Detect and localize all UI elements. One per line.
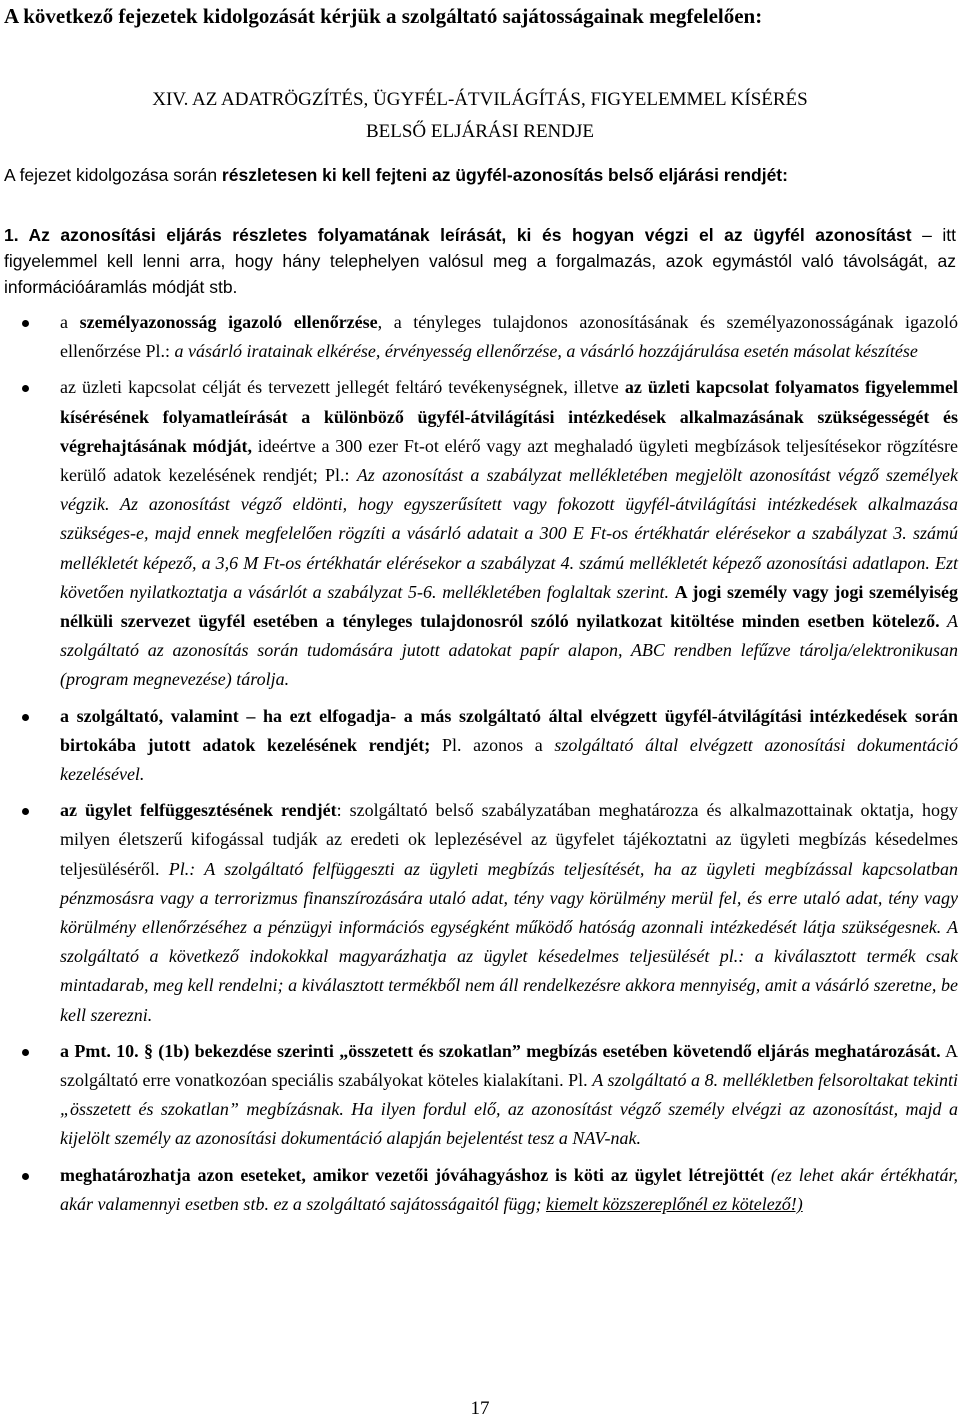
section-1-text: – itt figyelemmel kell lenni arra, hogy hány telephelyen valósul meg a forgalmazás, azok egymástól való távolságát, az információáramlás módját stb. xyxy=(4,225,956,297)
bullet-icon xyxy=(22,1173,29,1180)
bullet-2-text-2: az üzleti kapcsolat folyamatos figyelemmel kísérésének folyamatleírását a különböző ügyfél-átvilágítási intézkedések alkalmazásának szükségességét és végrehajtásának módját, xyxy=(60,377,958,456)
bullet-item-identity-check xyxy=(20,308,958,366)
bullet-3-text-2: Pl. azonos a xyxy=(430,734,555,755)
subtitle-plain: A fejezet kidolgozása során xyxy=(4,165,222,185)
bullet-icon xyxy=(22,1049,29,1056)
page-number: 17 xyxy=(470,1398,490,1419)
bullet-icon xyxy=(22,320,29,327)
chapter-heading xyxy=(0,84,960,148)
chapter-heading-line-1: XIV. AZ ADATRÖGZÍTÉS, ÜGYFÉL-ÁTVILÁGÍTÁS, FIGYELEMMEL KÍSÉRÉS xyxy=(152,89,808,110)
section-1-heading: 1. Az azonosítási eljárás részletes folyamatának leírását, ki és hogyan végzi el az ügyfél azonosítást xyxy=(4,225,912,245)
section-1-paragraph xyxy=(4,222,956,300)
chapter-heading-line-2: BELSŐ ELJÁRÁSI RENDJE xyxy=(365,121,594,142)
bullet-2-text-3: ideértve a 300 ezer Ft-ot elérő vagy azt meghaladó ügyleti megbízások teljesítésekor rögzítésre kerülő adatok kezelésének rendjét; Pl.: xyxy=(60,435,958,486)
bullet-5-text-1: a Pmt. 10. § (1b) bekezdése szerinti „összetett és szokatlan” megbízás esetében követendő eljárás meghatározását. xyxy=(60,1040,941,1061)
bullet-4-text-1: az ügylet felfüggesztésének rendjét xyxy=(60,800,337,821)
chapter-subtitle xyxy=(4,162,959,188)
bullet-2-text-6: A szolgáltató az azonosítás során tudomására jutott adatokat papír alapon, ABC rendben lefűzve tárolja/elektronikusan (program megnevezése) tárolja. xyxy=(60,611,958,690)
bullet-4-text-2: : szolgáltató belső szabályzatában meghatározza és alkalmazottainak oktatja, hogy milyen életszerű kifogással tudják az eredeti ok leplezésével az ügyfelet tájékoztatni az ügyleti megbízás késedelmes teljesüléséről. xyxy=(60,800,958,879)
bullet-3-text-1: a szolgáltató, valamint – ha ezt elfogadja- a más szolgáltató által elvégzett ügyfél-átvilágítási intézkedések során birtokába jutott adatok kezelésének rendjét; xyxy=(60,705,958,755)
bullet-1-text-2: személyazonosság igazoló ellenőrzése xyxy=(79,312,378,332)
intro-paragraph: A következő fejezetek kidolgozását kérjük a szolgáltató sajátosságainak megfelelően: xyxy=(4,4,763,28)
bullet-6-text-2: (ez lehet akár értékhatár, akár valamennyi esetben stb. ez a szolgáltató sajátosságaitól függ; xyxy=(60,1164,958,1214)
bullet-4-text-3: Pl.: A szolgáltató felfüggeszti az ügyleti megbízás teljesítését, ha az ügyleti megbízással kapcsolatban pénzmosásra vagy a terrorizmus finanszírozására utaló adat, tény vagy körülmény merül fel, és erre utaló adat, tény vagy körülmény ellenőrzéséhez a pénzügyi információs egységként működő hatóság azonnali intézkedését látja szükségesnek. A szolgáltató a következő indokokkal magyarázhatja az ügylet késedelmes teljesülését pl.: a kiválasztott termék csak mintadarab, meg kell rendelni; a kiválasztott termékből nem áll rendelkezésre akkora mennyiség, amit a vásárló szeretne, be kell szerezni. xyxy=(60,858,958,1025)
bullet-2-text-5: A jogi személy vagy jogi személyiség nélküli szervezet ügyfél esetében a tényleges tulajdonosról szóló nyilatkozat kitöltése minden esetben kötelező. xyxy=(60,581,958,632)
bullet-5-text-2: A szolgáltató erre vonatkozóan speciális szabályokat köteles kialakítani. Pl. xyxy=(60,1040,958,1091)
subtitle-bold: részletesen ki kell fejteni az ügyfél-azonosítás belső eljárási rendjét: xyxy=(221,165,788,185)
bullet-6-text-3: kiemelt közszereplőnél ez kötelező!) xyxy=(545,1193,803,1214)
bullet-6-text-1: meghatározhatja azon eseteket, amikor vezetői jóváhagyáshoz is köti az ügylet létrejöttét xyxy=(60,1164,765,1185)
bullet-item-management-approval xyxy=(20,1161,958,1219)
bullet-2-text-1: az üzleti kapcsolat célját és tervezett jellegét feltáró tevékenységnek, illetve xyxy=(60,377,625,398)
bullet-item-business-relationship xyxy=(20,373,958,694)
bullet-icon xyxy=(22,808,29,815)
bullet-item-data-handling xyxy=(20,702,958,790)
bullet-item-suspension xyxy=(20,796,958,1030)
bullet-3-text-3: szolgáltató által elvégzett azonosítási dokumentáció kezelésével. xyxy=(60,734,959,785)
bullet-icon xyxy=(22,714,29,721)
bullet-icon xyxy=(22,385,29,392)
bullet-1-text-4: a vásárló iratainak elkérése, érvényesség ellenőrzése, a vásárló hozzájárulása esetén másolat készítése xyxy=(174,341,918,362)
bullet-list xyxy=(20,308,958,1226)
bullet-1-text-3: , a tényleges tulajdonos azonosításának és személyazonosságának igazoló ellenőrzése Pl.: xyxy=(60,312,959,362)
bullet-item-complex-transaction xyxy=(20,1037,958,1154)
bullet-2-text-4: Az azonosítást a szabályzat mellékletében megjelölt azonosítást végző személyek végzik. Az azonosítást végző eldönti, hogy egyszerűsített vagy fokozott ügyfél-átvilágítási intézkedések alkalmazása szükséges-e, majd ennek megfelelően rögzíti a vásárló adatait a 300 E Ft-os értékhatár elérésekor a szabályzat 3. számú mellékletét képező, a 3,6 M Ft-os értékhatár elérésekor a szabályzat 4. számú mellékletét képező azonosítási adatlapon. Ezt követően nyilatkoztatja a vásárlót a szabályzat 5-6. mellékletében foglaltak szerint. xyxy=(60,465,958,602)
bullet-5-text-3: A szolgáltató a 8. mellékletben felsoroltakat tekinti „összetett és szokatlan” megbízásnak. Ha ilyen fordul elő, az azonosítást végző személy elvégzi az azonosítást, majd a kijelölt személy az azonosítási dokumentáció alapján bejelentést tesz a NAV-nak. xyxy=(60,1070,958,1149)
bullet-1-text-1: a xyxy=(60,312,80,332)
